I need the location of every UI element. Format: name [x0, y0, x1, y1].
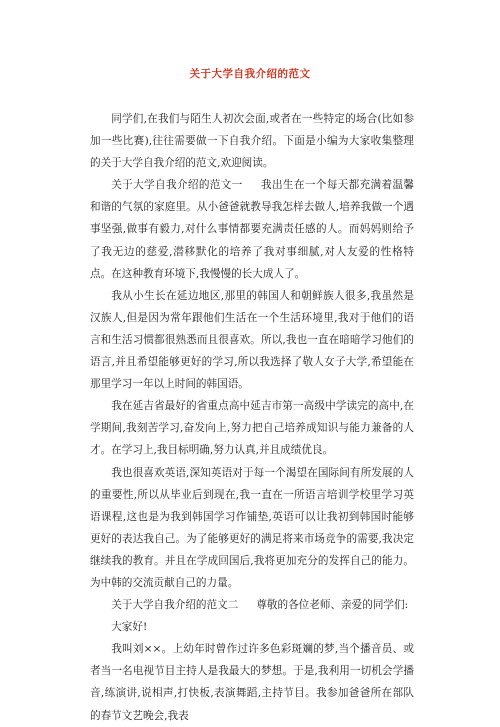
- intro-paragraph: 同学们,在我们与陌生人初次会面,或者在一些特定的场合(比如参加一些比赛),往往需要做一下自我介绍。下面是小编为大家收集整理的关于大学自我介绍的范文,欢迎阅读。: [90, 113, 414, 170]
- essay1-paragraph-2: 我从小生长在延边地区,那里的韩国人和朝鲜族人很多,我虽然是汉族人,但是因为常年跟他们生活在一个生活环境里,我对于他们的语言和生活习惯都很熟悉而且很喜欢。所以,我也一直在暗暗学习他们的语言,并且希望能够更好的学习,所以我选择了敬人女子大学,希望能在那里学习一年以上时间的韩国语。: [90, 289, 414, 391]
- essay1-paragraph-1: 我出生在一个每天都充满着温馨和谐的气氛的家庭里。从小爸爸就教导我怎样去做人,培养我做一个遇事坚强,做事有毅力,对什么事情都要充满责任感的人。而妈妈则给予了我无边的慈爱,潜移默化的培养了我对事细腻,对人友爱的性格特点。在这种教育环境下,我慢慢的长大成人了。: [90, 179, 415, 280]
- essay1-first-paragraph: [90, 174, 414, 284]
- essay2-paragraph-1: 我叫刘××。上幼年时曾作过许多色彩斑斓的梦,当个播音员、或者当一名电视节目主持人是我最大的梦想。于是,我利用一切机会学播音,练演讲,说相声,打快板,表演舞蹈,主持节目。我参加爸爸所在部队的春节文艺晚会,我表: [90, 643, 414, 722]
- essay1-heading: 关于大学自我介绍的范文一: [111, 179, 243, 192]
- document-body: [90, 108, 414, 727]
- essay2-heading: 关于大学自我介绍的范文二: [111, 599, 239, 612]
- essay2-heading-line: [90, 594, 414, 616]
- essay1-paragraph-4: 我也很喜欢英语,深知英语对于每一个渴望在国际间有所发展的人的重要性,所以从毕业后到现在,我一直在一所语言培训学校里学习英语课程,这也是为我到韩国学习作铺垫,英语可以让我初到韩国时能够更好的表达我自己。为了能够更好的满足将来市场竞争的需要,我决定继续我的教育。并且在学成回国后,我将更加充分的发挥自己的能力。为中韩的交流贡献自己的力量。: [90, 466, 414, 589]
- essay1-paragraph-3: 我在延吉省最好的省重点高中延吉市第一高级中学读完的高中,在学期间,我刻苦学习,奋发向上,努力把自己培养成知识与能力兼备的人才。在学习上,我目标明确,努力认真,并且成绩优良。: [90, 400, 414, 457]
- essay2-greeting: 大家好!: [111, 621, 148, 634]
- essay2-salutation: 尊敬的各位老师、亲爱的同学们:: [256, 599, 409, 612]
- document-title: 关于大学自我介绍的范文: [189, 68, 311, 80]
